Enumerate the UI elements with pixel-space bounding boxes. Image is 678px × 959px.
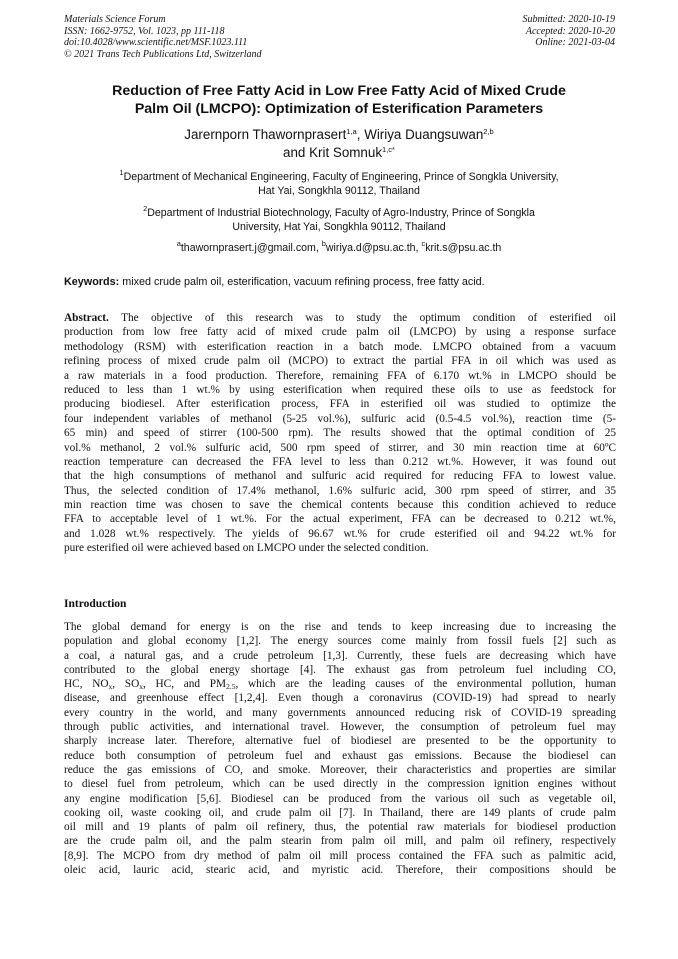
- affiliation-text: Department of Mechanical Engineering, Faculty of Engineering, Prince of Songkla University,: [123, 171, 559, 183]
- author-name: Jarernporn Thawornprasert: [184, 127, 347, 142]
- abstract-line: that the high consumptions of methanol and sulfuric acid required for reducing FFA to lowest value.: [64, 470, 616, 483]
- email-superscript: c: [421, 239, 426, 248]
- paper-title: [60, 82, 618, 118]
- intro-text: , which are the leading causes of the environmental pollution, human: [235, 678, 616, 691]
- abstract-line: reduced to less than 1 wt.% by using esterification when required these oils to use as feedstock for: [64, 383, 616, 396]
- title-line: Reduction of Free Fatty Acid in Low Free Fatty Acid of Mixed Crude: [112, 83, 566, 99]
- email-link[interactable]: thawornprasert.j@gmail.com,: [180, 242, 322, 254]
- affiliation-text: Department of Industrial Biotechnology, Faculty of Agro-Industry, Prince of Songkla: [147, 207, 535, 219]
- intro-line: The global demand for energy is on the rise and tends to keep increasing due to increasing the: [64, 621, 616, 633]
- subscript: 2.5: [226, 682, 236, 692]
- intro-line: [8,9]. The MCPO from dry method of palm oil mill process contained the FFA such as palmitic acid,: [64, 849, 616, 862]
- abstract-line: reaction temperature can decreased the FFA level to less than 0.212 wt.%. However, it was found out: [64, 455, 616, 468]
- copyright-line: © 2021 Trans Tech Publications Ltd, Switzerland: [64, 48, 262, 60]
- intro-text: , SO: [112, 678, 140, 691]
- intro-line: disease, and greenhouse effect [1,2,4]. Even though a coronavirus (COVID-19) had spread to nearly: [64, 692, 616, 705]
- abstract-line: The objective of this research was to study the optimum condition of esterified oil: [108, 312, 616, 324]
- intro-text: HC, NO: [64, 678, 109, 691]
- email-superscript: a: [176, 239, 181, 248]
- author-superscript: 2,b: [483, 127, 494, 136]
- intro-line: reduce the gas emissions of CO, and smoke. Moreover, their characteristics and properties are similar: [64, 763, 616, 776]
- abstract-line: and 1.028 wt.% respectively. The yields of 96.67 wt.% for crude esterified oil and 94.22 wt.% for: [64, 527, 616, 540]
- intro-line: population and global economy [1,2]. The energy sources come mainly from fossil fuels [2] such as: [64, 635, 616, 648]
- keywords: [64, 275, 616, 289]
- accepted-date: Accepted: 2020-10-20: [525, 25, 615, 37]
- affiliation-text: Hat Yai, Songkhla 90112, Thailand: [258, 185, 420, 197]
- abstract-line: FFA to acceptable level of 1 wt.%. For the actual experiment, FFA can be decreased to 0.212 wt.%,: [64, 513, 616, 526]
- author-name: Wiriya Duangsuwan: [364, 127, 484, 142]
- abstract-label: Abstract.: [64, 312, 109, 324]
- intro-line: sharply increase later. Therefore, alternative fuel of biodiesel are presented to be the opportunity to: [64, 735, 616, 748]
- intro-line: are the crude palm oil, and the palm stearin from palm oil mill, and palm oil refinery, respectively: [64, 835, 616, 848]
- issn-line: ISSN: 1662-9752, Vol. 1023, pp 111-118: [64, 25, 225, 37]
- author-superscript: 1,a: [346, 127, 357, 136]
- intro-text: , HC, and PM: [143, 678, 227, 691]
- abstract-line: methodology (RSM) with esterification reaction in a batch mode. LMCPO obtained from a vacuum: [64, 340, 616, 353]
- introduction-body: [64, 620, 616, 877]
- abstract-line: min reaction time was chosen to save the chemical contents because this condition achieved to reduce: [64, 499, 616, 512]
- intro-line: contributed to the global energy shortage [4]. The exhaust gas from petroleum fuel including CO,: [64, 663, 616, 676]
- author-list: Jarernporn Thawornprasert$^{1,a}$, Wiriya Duangsuwan$^{2,b}$ and Krit Somnuk$^{1,c*}$: [184, 127, 494, 160]
- affiliation-1: [60, 170, 618, 198]
- author-superscript: 1,c*: [382, 145, 395, 154]
- intro-line: through public activities, and international travel. However, the consumption of petroleum fuel may: [64, 721, 616, 734]
- submitted-date: Submitted: 2020-10-19: [522, 14, 615, 25]
- intro-line-formula: [64, 677, 616, 691]
- intro-line: a coal, a natural gas, and a crude petroleum [1,3]. Currently, these fuels are decreasing which have: [64, 649, 616, 662]
- publication-dates: [523, 14, 616, 49]
- affiliation-2: [60, 206, 618, 234]
- abstract-line: pure esterified oil were achieved based on LMCPO under the selected condition.: [64, 542, 429, 555]
- intro-line: every country in the world, and many governments announced reducing risk of COVID-19 spreading: [64, 706, 616, 719]
- journal-info: [64, 14, 262, 60]
- author-name: and Krit Somnuk: [283, 145, 383, 160]
- author-emails: [60, 241, 618, 255]
- subscript: x: [108, 682, 113, 692]
- abstract-line: vol.% methanol, 2 vol.% sulfuric acid, 500 rpm speed of stirrer, and 30 min reaction time at 60ºC: [64, 441, 616, 454]
- section-heading: Introduction: [64, 598, 127, 610]
- abstract: [64, 311, 616, 556]
- intro-line: any engine modification [5,6]. Biodiesel can be produced from the various oil such as vegetable oil,: [64, 792, 616, 805]
- abstract-line: Thus, the selected condition of 17.4% methanol, 1.6% sulfuric acid, 300 rpm speed of stirrer, and 35: [64, 484, 616, 497]
- abstract-line: production from low free fatty acid of mixed crude palm oil (LMCPO) by using a response surface: [64, 326, 616, 339]
- doi-line: doi:10.4028/www.scientific.net/MSF.1023.111: [64, 37, 248, 48]
- subscript: x: [139, 682, 143, 692]
- email-link[interactable]: krit.s@psu.ac.th: [425, 242, 502, 254]
- intro-line: oil mill and 19 plants of palm oil refinery, thus, the potential raw materials for biodiesel production: [64, 821, 616, 834]
- title-line: Palm Oil (LMCPO): Optimization of Esterification Parameters: [134, 101, 544, 117]
- abstract-line: four independent variables of methanol (5-25 vol.%), sulfuric acid (0.5-4.5 vol.%), reaction time (5-: [64, 412, 616, 425]
- affiliation-number: 2: [143, 204, 148, 213]
- abstract-line: a raw materials in a food production. Therefore, remaining FFA of 6.170 wt.% in LMCPO should be: [64, 369, 616, 382]
- intro-line: reduce both consumption of petroleum fuel and exhaust gas emissions. Because the biodiesel can: [64, 749, 616, 762]
- abstract-line: refining process of mixed crude palm oil (MCPO) to extract the partial FFA in oil which was used as: [64, 355, 616, 368]
- affiliation-text: University, Hat Yai, Songkhla 90112, Thailand: [232, 221, 446, 233]
- affiliation-number: 1: [119, 168, 124, 177]
- intro-line: oleic acid, lauric acid, stearic acid, and myristic acid. Therefore, their compositions should be: [64, 864, 616, 877]
- abstract-line: producing biodiesel. After esterification process, FFA in esterified oil was studied to optimize the: [64, 398, 616, 411]
- intro-line: to diesel fuel from petroleum, which can be used directly in the compression ignition engines without: [64, 778, 616, 791]
- keywords-text: mixed crude palm oil, esterification, vacuum refining process, free fatty acid.: [119, 276, 485, 288]
- email-link[interactable]: wiriya.d@psu.ac.th,: [325, 242, 422, 254]
- abstract-line: 65 min) and speed of stirrer (100-500 rpm). The results showed that the optimal condition of 25: [64, 427, 616, 440]
- online-date: Online: 2021-03-04: [535, 37, 615, 48]
- email-superscript: b: [321, 239, 326, 248]
- keywords-label: Keywords:: [64, 276, 120, 288]
- intro-line: cooking oil, waste cooking oil, and crude palm oil [7]. In Thailand, there are 149 plants of crude palm: [64, 806, 616, 819]
- journal-name: Materials Science Forum: [64, 14, 166, 25]
